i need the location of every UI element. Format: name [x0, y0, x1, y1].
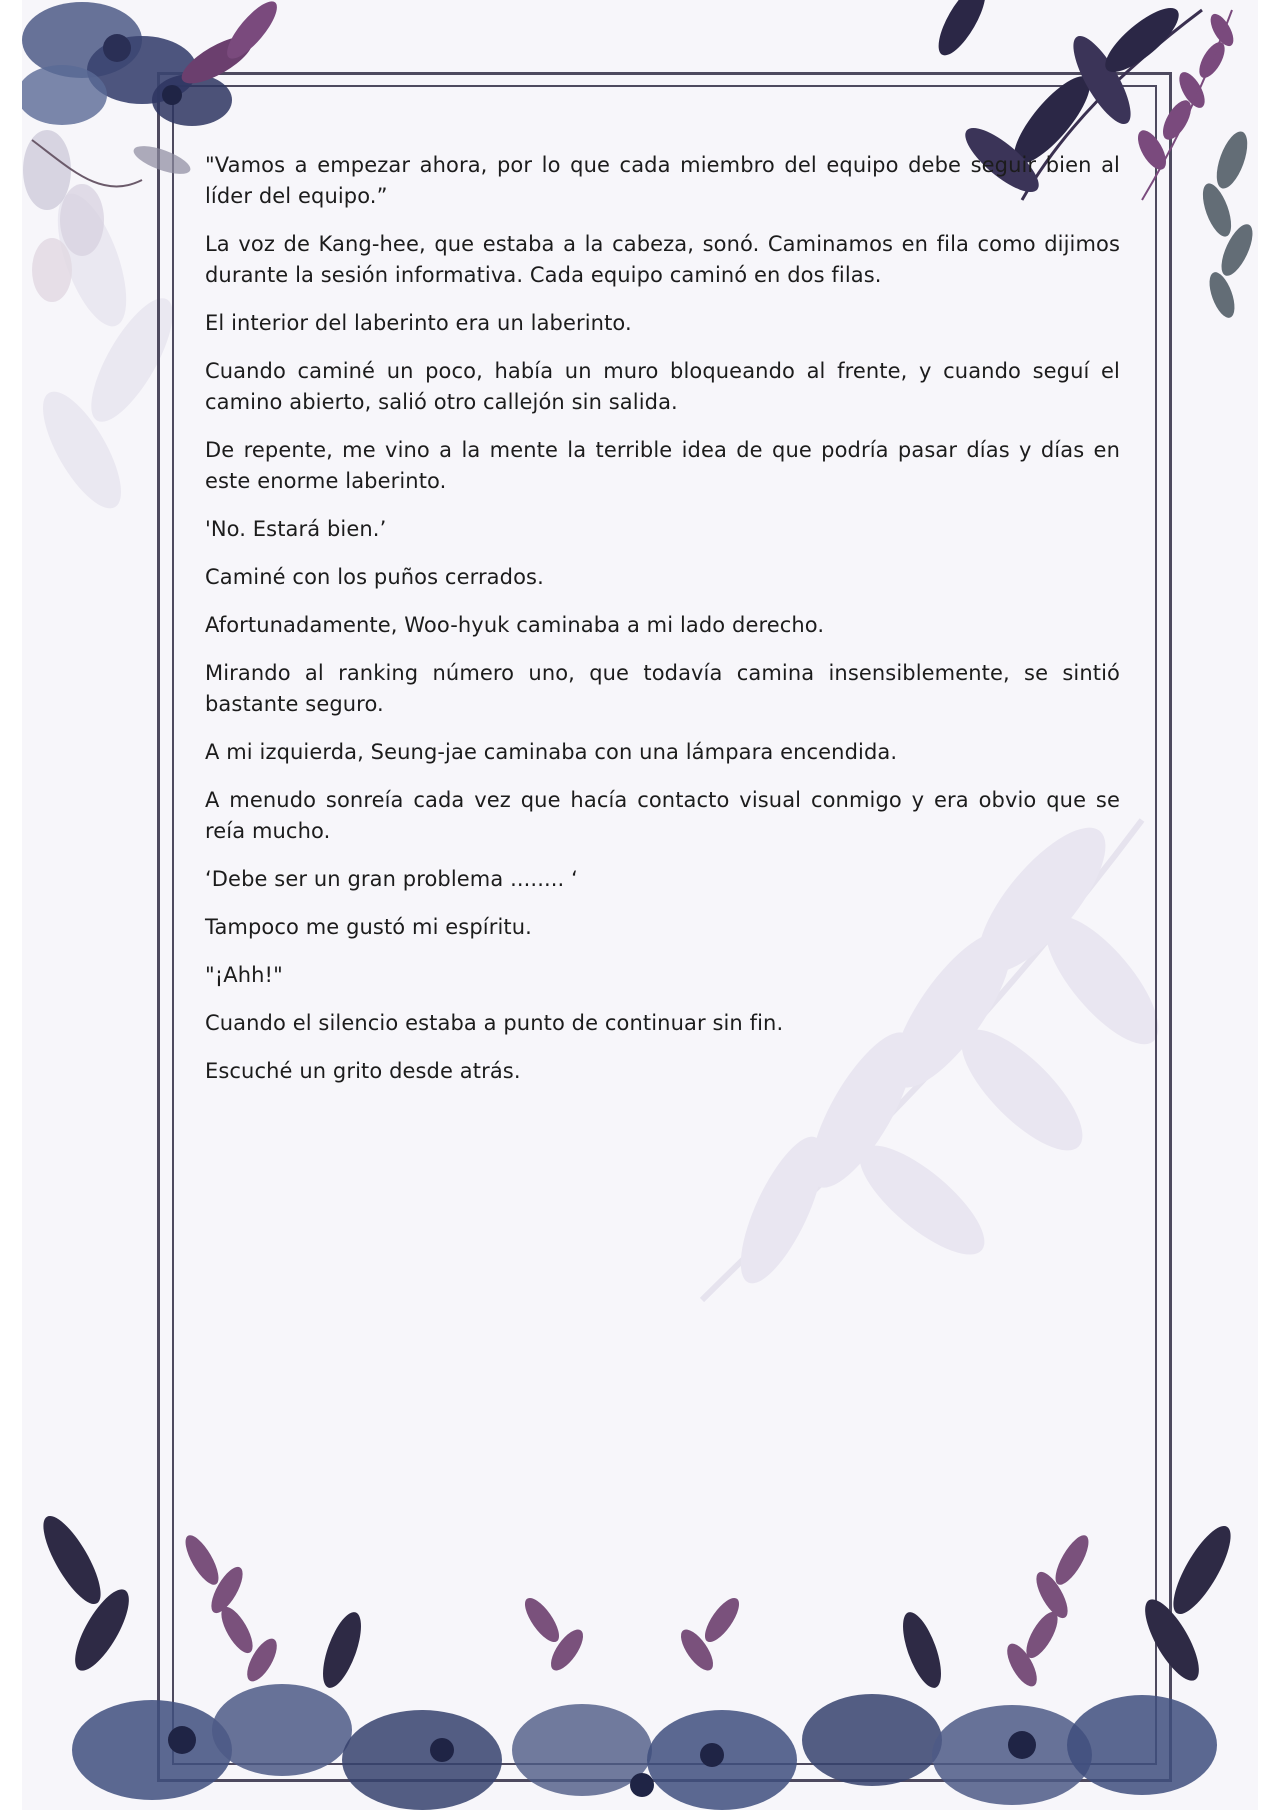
paragraph: "Vamos a empezar ahora, por lo que cada miembro del equipo debe seguir bien al líder del equipo.” — [205, 153, 1120, 208]
paragraph: Mirando al ranking número uno, que todavía camina insensiblemente, se sintió bastante seguro. — [205, 661, 1120, 716]
leaf-right-edge — [1192, 120, 1258, 320]
document-page — [22, 0, 1258, 1810]
paragraph: Tampoco me gustó mi espíritu. — [205, 915, 532, 939]
paragraph: De repente, me vino a la mente la terrible idea de que podría pasar días y días en este enorme laberinto. — [205, 438, 1120, 493]
paragraph: La voz de Kang-hee, que estaba a la cabeza, sonó. Caminamos en fila como dijimos durante la sesión informativa. Cada equipo caminó en dos filas. — [205, 232, 1120, 287]
paragraph: A menudo sonreía cada vez que hacía contacto visual conmigo y era obvio que se reía mucho. — [205, 788, 1120, 843]
paragraph: El interior del laberinto era un laberinto. — [205, 311, 632, 335]
paragraph: "¡Ahh!" — [205, 963, 283, 987]
paragraph: 'No. Estará bien.’ — [205, 517, 387, 541]
floral-bottom — [22, 1500, 1258, 1810]
paragraph: Afortunadamente, Woo-hyuk caminaba a mi lado derecho. — [205, 613, 825, 637]
document-body — [205, 150, 1120, 1104]
paragraph: Cuando el silencio estaba a punto de continuar sin fin. — [205, 1011, 784, 1035]
paragraph: Caminé con los puños cerrados. — [205, 565, 544, 589]
paragraph: Cuando caminé un poco, había un muro bloqueando al frente, y cuando seguí el camino abierto, salió otro callejón sin salida. — [205, 359, 1120, 414]
paragraph: A mi izquierda, Seung-jae caminaba con una lámpara encendida. — [205, 740, 898, 764]
paragraph: Escuché un grito desde atrás. — [205, 1059, 521, 1083]
paragraph: ‘Debe ser un gran problema ........ ‘ — [205, 867, 578, 891]
